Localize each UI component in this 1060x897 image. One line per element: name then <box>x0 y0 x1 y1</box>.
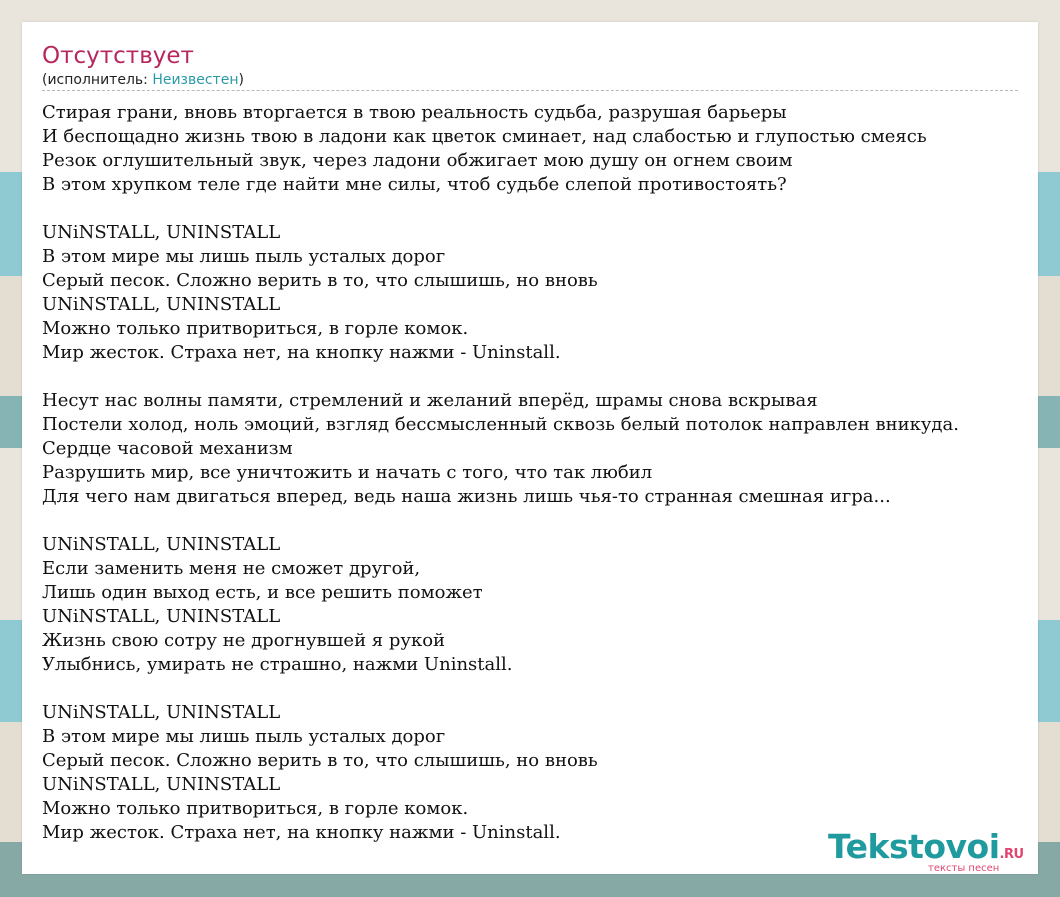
stanza-gap <box>42 197 1060 221</box>
lyrics-card <box>22 22 1038 874</box>
lyric-line: UNiNSTALL, UNINSTALL <box>42 222 281 243</box>
lyric-line: Можно только притвориться, в горле комок. <box>42 318 469 339</box>
lyrics-text <box>42 101 1060 845</box>
lyric-line: Разрушить мир, все уничтожить и начать с того, что так любил <box>42 462 653 483</box>
stanza-gap <box>42 677 1060 701</box>
lyric-line: Лишь один выход есть, и все решить поможет <box>42 582 483 603</box>
lyric-line: Если заменить меня не сможет другой, <box>42 558 421 579</box>
lyric-line: Резок оглушительный звук, через ладони обжигает мою душу он огнем своим <box>42 150 793 171</box>
lyric-line: Для чего нам двигаться вперед, ведь наша жизнь лишь чья-то странная смешная игра... <box>42 486 891 507</box>
logo-tagline: тексты песен <box>928 863 1000 874</box>
lyric-line: Мир жесток. Страха нет, на кнопку нажми - Uninstall. <box>42 342 561 363</box>
song-title: Отсутствует <box>42 43 194 69</box>
artist-suffix: ) <box>238 72 244 88</box>
lyric-line: В этом мире мы лишь пыль усталых дорог <box>42 246 446 267</box>
lyric-line: Мир жесток. Страха нет, на кнопку нажми - Uninstall. <box>42 822 561 843</box>
artist-link[interactable]: Неизвестен <box>152 72 239 88</box>
lyric-line: Можно только притвориться, в горле комок. <box>42 798 469 819</box>
lyric-line: UNiNSTALL, UNINSTALL <box>42 294 281 315</box>
divider <box>42 90 1018 91</box>
lyric-line: И беспощадно жизнь твою в ладони как цветок сминает, над слабостью и глупостью смеясь <box>42 126 927 147</box>
lyric-line: Серый песок. Сложно верить в то, что слышишь, но вновь <box>42 270 598 291</box>
stanza-gap <box>42 509 1060 533</box>
lyric-line: Сердце часовой механизм <box>42 438 293 459</box>
lyric-line: В этом мире мы лишь пыль усталых дорог <box>42 726 446 747</box>
lyric-line: Серый песок. Сложно верить в то, что слышишь, но вновь <box>42 750 598 771</box>
site-logo[interactable] <box>828 829 1033 873</box>
lyric-line: Жизнь свою сотру не дрогнувшей я рукой <box>42 630 446 651</box>
artist-line <box>42 71 244 89</box>
lyric-line: Стирая грани, вновь вторгается в твою реальность судьба, разрушая барьеры <box>42 102 787 123</box>
lyric-line: UNiNSTALL, UNINSTALL <box>42 774 281 795</box>
artist-prefix: (исполнитель: <box>42 72 153 88</box>
lyric-line: UNiNSTALL, UNINSTALL <box>42 534 281 555</box>
lyric-line: В этом хрупком теле где найти мне силы, чтоб судьбе слепой противостоять? <box>42 174 787 195</box>
logo-main-text: Tekstovoi <box>828 827 1000 866</box>
lyric-line: UNiNSTALL, UNINSTALL <box>42 702 281 723</box>
lyric-line: Улыбнись, умирать не страшно, нажми Uninstall. <box>42 654 513 675</box>
lyric-line: Постели холод, ноль эмоций, взгляд бессмысленный сквозь белый потолок направлен вникуда. <box>42 414 959 435</box>
stanza-gap <box>42 365 1060 389</box>
lyric-line: UNiNSTALL, UNINSTALL <box>42 606 281 627</box>
logo-tld: .RU <box>999 847 1024 862</box>
lyric-line: Несут нас волны памяти, стремлений и желаний вперёд, шрамы снова вскрывая <box>42 390 818 411</box>
